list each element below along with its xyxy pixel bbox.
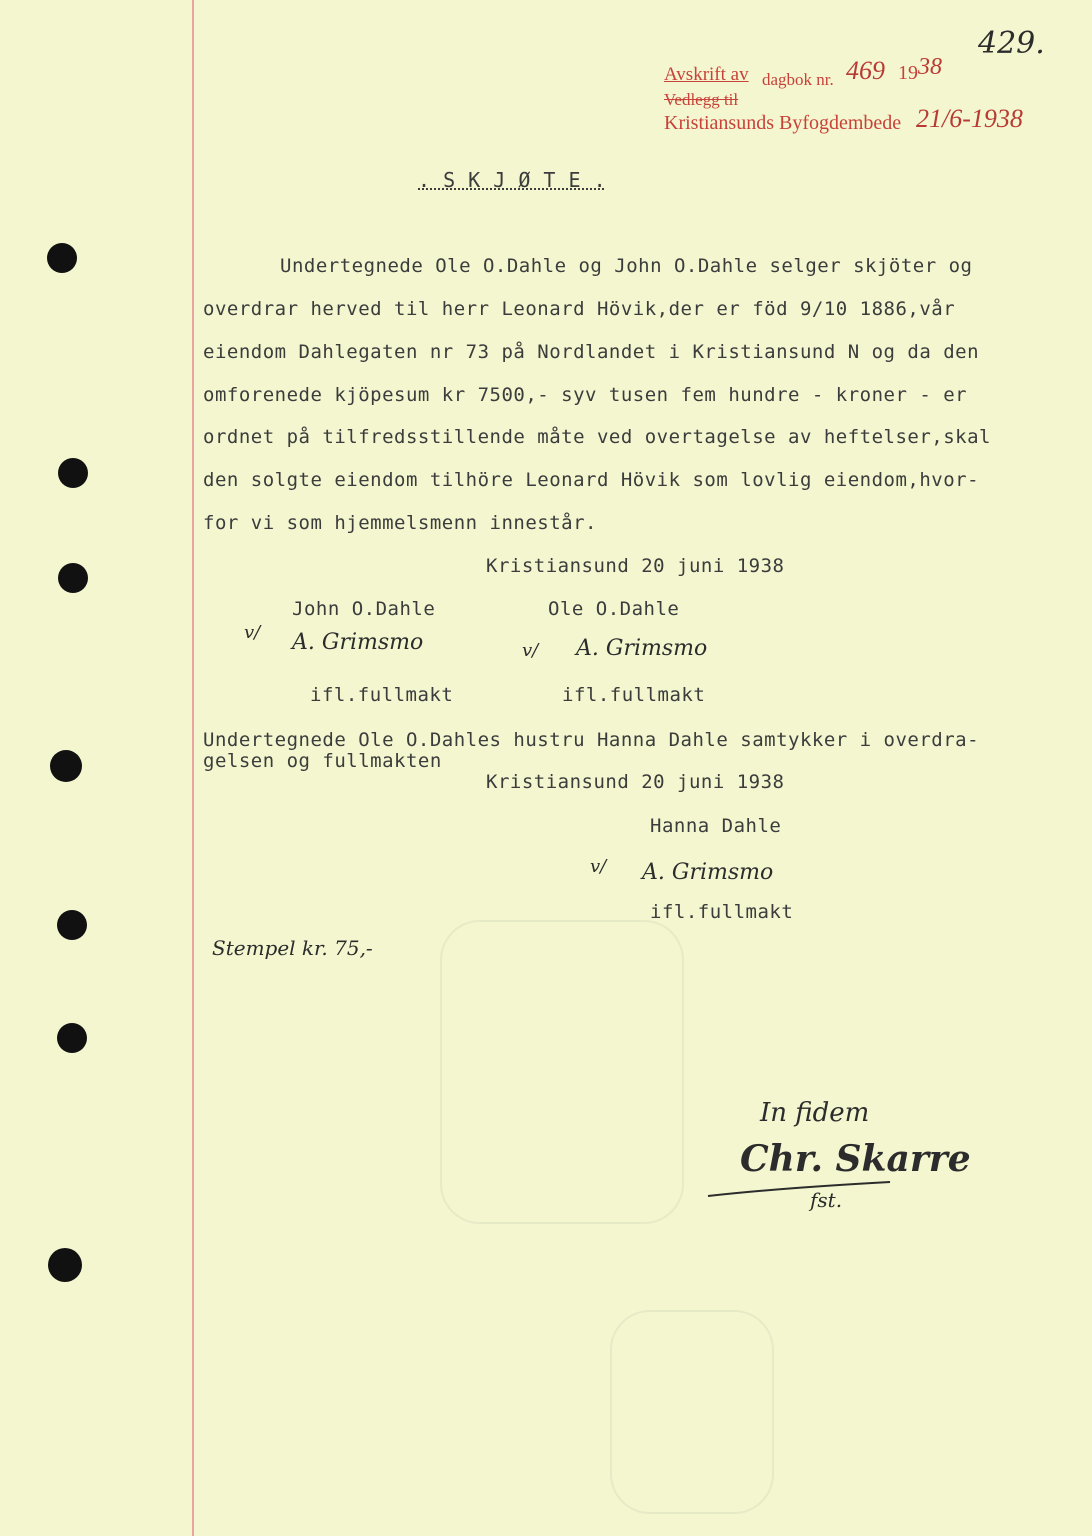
paragraph-line: Undertegnede Ole O.Dahle og John O.Dahle selger skjöter og <box>280 255 973 277</box>
bleed-through-mark <box>610 1310 774 1514</box>
per-mark: v/ <box>590 856 607 877</box>
paragraph-line: eiendom Dahlegaten nr 73 på Nordlandet i Kristiansund N og da den <box>203 341 980 363</box>
stempel-note: Stempel kr. 75,- <box>212 936 373 960</box>
fidem-signature: Chr. Skarre <box>740 1138 971 1180</box>
signature-underline <box>700 1178 900 1208</box>
stamp-year-prefix: 19 <box>898 62 918 84</box>
signer-name: Ole O.Dahle <box>548 598 680 620</box>
paragraph-line: overdrar herved til herr Leonard Hövik,der er föd 9/10 1886,vår <box>203 298 956 320</box>
fullmakt-note: ifl.fullmakt <box>310 684 454 706</box>
punch-hole <box>58 563 88 593</box>
page-number: 429. <box>978 26 1045 61</box>
fullmakt-note: ifl.fullmakt <box>650 901 794 923</box>
consent-line: gelsen og fullmakten <box>203 750 442 772</box>
handwritten-signature: A. Grimsmo <box>642 860 774 885</box>
signer-name: Hanna Dahle <box>650 815 782 837</box>
punch-hole <box>57 910 87 940</box>
punch-hole <box>47 243 77 273</box>
punch-hole <box>48 1248 82 1282</box>
stamp-dagbok-prefix: dagbok nr. <box>762 70 834 89</box>
signer-name: John O.Dahle <box>292 598 436 620</box>
bleed-through-mark <box>440 920 684 1224</box>
stamp-year-suffix: 38 <box>918 54 942 80</box>
paragraph-line: omforenede kjöpesum kr 7500,- syv tusen fem hundre - kroner - er <box>203 384 968 406</box>
handwritten-signature: A. Grimsmo <box>576 636 708 661</box>
stamp-date: 21/6-1938 <box>916 104 1023 133</box>
handwritten-signature: A. Grimsmo <box>292 630 424 655</box>
per-mark: v/ <box>522 640 539 661</box>
fidem-title: fst. <box>810 1188 843 1212</box>
stamp-office: Kristiansunds Byfogdembede <box>664 112 902 134</box>
paragraph-line: for vi som hjemmelsmenn innestår. <box>203 512 597 534</box>
fidem-line: In fidem <box>760 1098 870 1128</box>
place-date: Kristiansund 20 juni 1938 <box>486 771 785 793</box>
paragraph-line: ordnet på tilfredsstillende måte ved overtagelse av heftelser,skal <box>203 426 991 448</box>
stamp-dagbok-number: 469 <box>846 56 885 85</box>
place-date: Kristiansund 20 juni 1938 <box>486 555 785 577</box>
stamp-vedlegg: Vedlegg til <box>664 90 739 109</box>
consent-line: Undertegnede Ole O.Dahles hustru Hanna Dahle samtykker i overdra- <box>203 729 980 751</box>
margin-rule <box>192 0 194 1536</box>
stamp-avskrift: Avskrift av <box>664 64 749 85</box>
per-mark: v/ <box>244 622 261 643</box>
paragraph-line: den solgte eiendom tilhöre Leonard Hövik som lovlig eiendom,hvor- <box>203 469 980 491</box>
punch-hole <box>50 750 82 782</box>
document-title: . S K J Ø T E . <box>418 168 607 192</box>
punch-hole <box>58 458 88 488</box>
punch-hole <box>57 1023 87 1053</box>
fullmakt-note: ifl.fullmakt <box>562 684 706 706</box>
